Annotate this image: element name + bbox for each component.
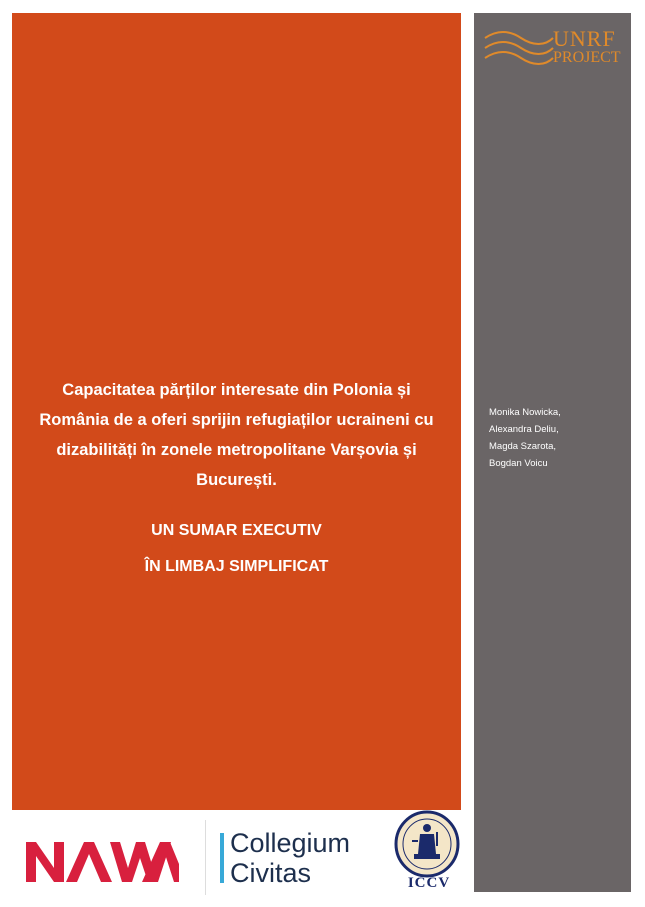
unrf-logo [553,28,621,66]
collegium-bar-icon [220,833,224,883]
report-subtitle [12,513,461,585]
report-title: Capacitatea părților interesate din Polonia și România de a oferi sprijin refugiaților ucraineni cu dizabilități în zonele metropolitane Varșovia și București. [39,381,434,489]
authors-list [489,404,561,472]
nawa-logo [24,838,179,884]
unrf-logo-sub: PROJECT [553,49,621,66]
iccv-label: ICCV [407,875,451,891]
collegium-civitas-logo [205,820,384,895]
subtitle-line-2: ÎN LIMBAJ SIMPLIFICAT [144,558,329,575]
collegium-text [230,828,350,888]
author-1: Monika Nowicka, [489,407,561,418]
collegium-line-1: Collegium [230,828,351,858]
cover-title-block [12,375,461,585]
unrf-logo-main: UNRF [553,26,616,51]
author-3: Magda Szarota, [489,441,557,452]
subtitle-line-1: UN SUMAR EXECUTIV [151,522,322,539]
collegium-line-2: Civitas [230,858,312,888]
author-4: Bogdan Voicu [489,458,548,469]
author-2: Alexandra Deliu, [489,424,559,435]
